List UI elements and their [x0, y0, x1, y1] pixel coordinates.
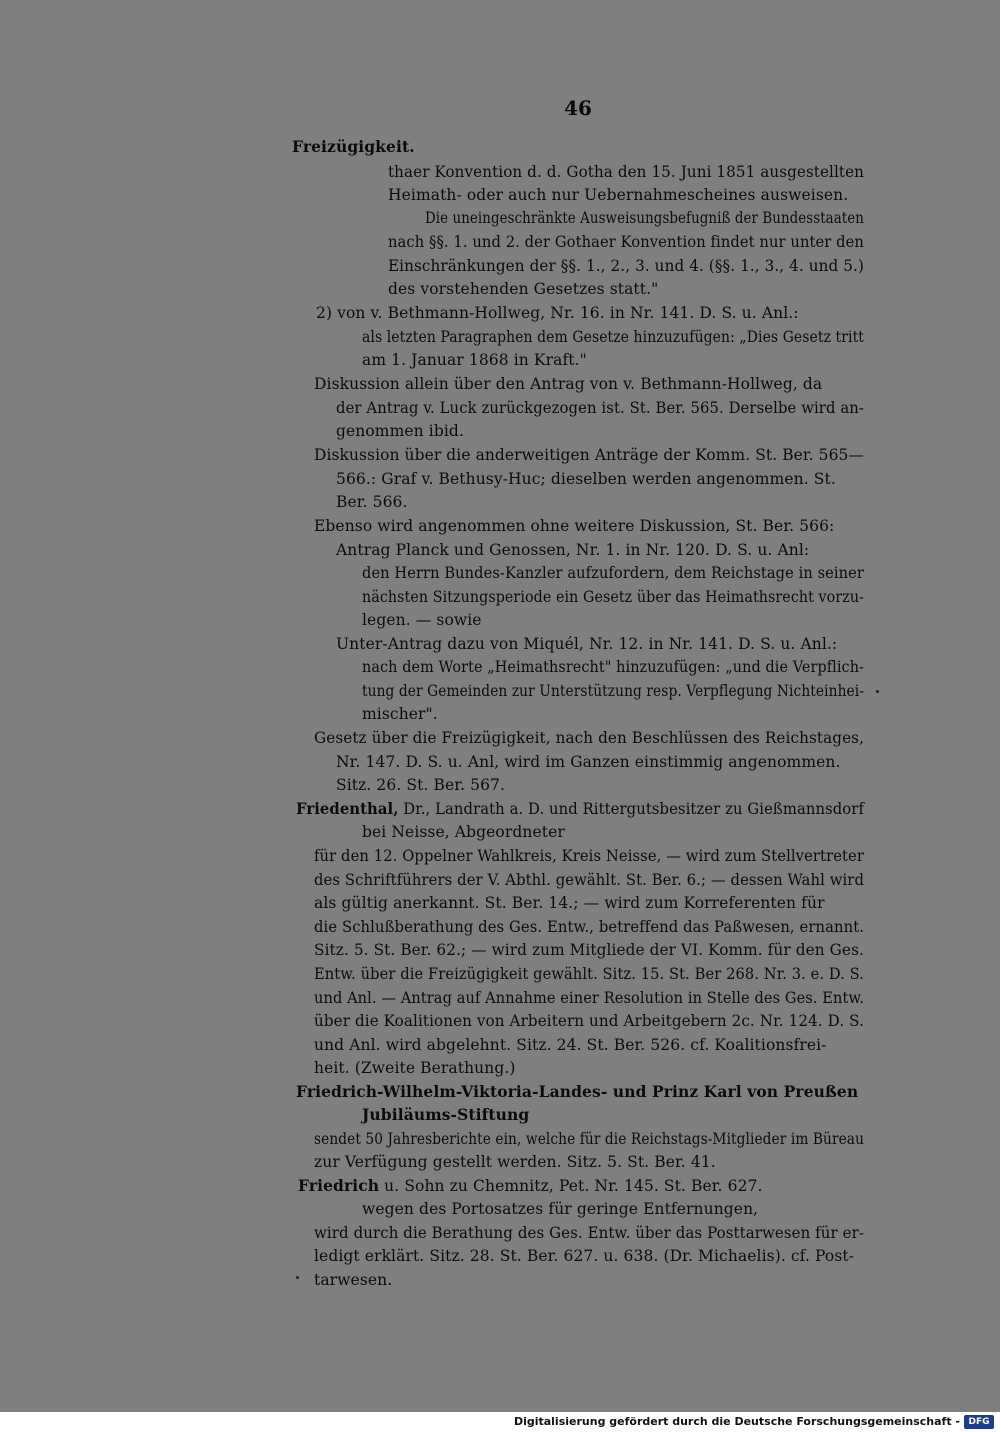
page-number: 46	[564, 96, 592, 120]
text-line: Einschränkungen der §§. 1., 2., 3. und 4. (§§. 1., 3., 4. und 5.)	[388, 257, 864, 275]
text-line: und Anl. — Antrag auf Annahme einer Resolution in Stelle des Ges. Entw.	[314, 989, 865, 1007]
scan-speck	[876, 690, 879, 693]
text-line: Sitz. 26. St. Ber. 567.	[336, 776, 506, 794]
text-line: am 1. Januar 1868 in Kraft."	[362, 351, 587, 369]
text-line: Diskussion über die anderweitigen Anträge der Komm. St. Ber. 565—	[314, 446, 864, 464]
text-line: Jubiläums-Stiftung	[362, 1105, 530, 1124]
text-line: tung der Gemeinden zur Unterstützung resp. Verpflegung Nichteinhei-	[362, 682, 865, 700]
text-line: Gesetz über die Freizügigkeit, nach den Beschlüssen des Reichstages,	[314, 729, 865, 747]
text-line: 2) von v. Bethmann-Hollweg, Nr. 16. in Nr. 141. D. S. u. Anl.:	[316, 304, 799, 322]
text-line: des Schriftführers der V. Abthl. gewählt. St. Ber. 6.; — dessen Wahl wird	[314, 871, 865, 889]
text-line: die Schlußberathung des Ges. Entw., betreffend das Paßwesen, ernannt.	[314, 918, 865, 936]
text-line: Heimath- oder auch nur Uebernahmescheines ausweisen.	[388, 186, 849, 204]
text-line: Unter-Antrag dazu von Miquél, Nr. 12. in Nr. 141. D. S. u. Anl.:	[336, 635, 838, 653]
entry-heading: Friedrich	[298, 1176, 380, 1195]
text-line: thaer Konvention d. d. Gotha den 15. Juni 1851 ausgestellten	[388, 163, 865, 181]
text-line: legen. — sowie	[362, 611, 482, 629]
text-line: Friedrich-Wilhelm-Viktoria-Landes- und Prinz Karl von Preußen	[296, 1082, 859, 1101]
footer-bar	[0, 1412, 1000, 1432]
text-line: Nr. 147. D. S. u. Anl, wird im Ganzen einstimmig angenommen.	[336, 753, 841, 771]
text-line: nach §§. 1. und 2. der Gothaer Konvention findet nur unter den	[388, 233, 864, 251]
text-line: wegen des Portosatzes für geringe Entfernungen,	[362, 1200, 759, 1218]
text-line: zur Verfügung gestellt werden. Sitz. 5. St. Ber. 41.	[314, 1153, 716, 1171]
text-line: Antrag Planck und Genossen, Nr. 1. in Nr. 120. D. S. u. Anl:	[336, 541, 810, 559]
text-line: bei Neisse, Abgeordneter	[362, 823, 565, 841]
text-line: mischer".	[362, 705, 438, 723]
text-line: der Antrag v. Luck zurückgezogen ist. St. Ber. 565. Derselbe wird an-	[336, 399, 865, 417]
text-line: Ebenso wird angenommen ohne weitere Diskussion, St. Ber. 566:	[314, 517, 835, 535]
text-line: genommen ibid.	[336, 422, 464, 440]
entry-heading: Friedenthal,	[296, 799, 399, 818]
text-line: Diskussion allein über den Antrag von v. Bethmann-Hollweg, da	[314, 375, 823, 393]
text-line: 566.: Graf v. Bethusy-Huc; dieselben werden angenommen. St.	[336, 470, 836, 488]
text-line: den Herrn Bundes-Kanzler aufzufordern, dem Reichstage in seiner	[362, 564, 864, 582]
entry-text: u. Sohn zu Chemnitz, Pet. Nr. 145. St. Ber. 627.	[379, 1177, 763, 1195]
dfg-logo-icon: DFG	[964, 1415, 994, 1429]
text-line: als gültig anerkannt. St. Ber. 14.; — wird zum Korreferenten für	[314, 894, 825, 912]
text-line: für den 12. Oppelner Wahlkreis, Kreis Neisse, — wird zum Stellvertreter	[314, 847, 864, 865]
text-line: ledigt erklärt. Sitz. 28. St. Ber. 627. u. 638. (Dr. Michaelis). cf. Post-	[314, 1247, 855, 1265]
text-line: wird durch die Berathung des Ges. Entw. über das Posttarwesen für er-	[314, 1224, 865, 1242]
text-line: über die Koalitionen von Arbeitern und Arbeitgebern 2c. Nr. 124. D. S.	[314, 1012, 865, 1030]
text-line	[296, 799, 864, 819]
text-line: Die uneingeschränkte Ausweisungsbefugniß der Bundesstaaten	[425, 209, 864, 227]
text-line: sendet 50 Jahresberichte ein, welche für die Reichstags-Mitglieder im Büreau	[314, 1130, 864, 1148]
text-line: Sitz. 5. St. Ber. 62.; — wird zum Mitgliede der VI. Komm. für den Ges.	[314, 941, 864, 959]
text-line: Ber. 566.	[336, 493, 408, 511]
text-line: und Anl. wird abgelehnt. Sitz. 24. St. Ber. 526. cf. Koalitionsfrei-	[314, 1036, 827, 1054]
text-line: Freizügigkeit.	[292, 137, 415, 156]
scan-speck	[296, 1276, 299, 1279]
text-line: als letzten Paragraphen dem Gesetze hinzuzufügen: „Dies Gesetz tritt	[362, 328, 864, 346]
footer-credit: Digitalisierung gefördert durch die Deutsche Forschungsgemeinschaft -	[513, 1415, 960, 1428]
text-line: Entw. über die Freizügigkeit gewählt. Sitz. 15. St. Ber 268. Nr. 3. e. D. S.	[314, 965, 865, 983]
text-line: des vorstehenden Gesetzes statt."	[388, 280, 659, 298]
entry-text: Dr., Landrath a. D. und Rittergutsbesitzer zu Gießmannsdorf	[398, 800, 865, 818]
text-line: heit. (Zweite Berathung.)	[314, 1059, 516, 1077]
text-line: nächsten Sitzungsperiode ein Gesetz über das Heimathsrecht vorzu-	[362, 588, 864, 606]
text-line: nach dem Worte „Heimathsrecht" hinzuzufügen: „und die Verpflich-	[362, 658, 865, 676]
text-line	[298, 1176, 763, 1196]
text-line: tarwesen.	[314, 1271, 393, 1289]
